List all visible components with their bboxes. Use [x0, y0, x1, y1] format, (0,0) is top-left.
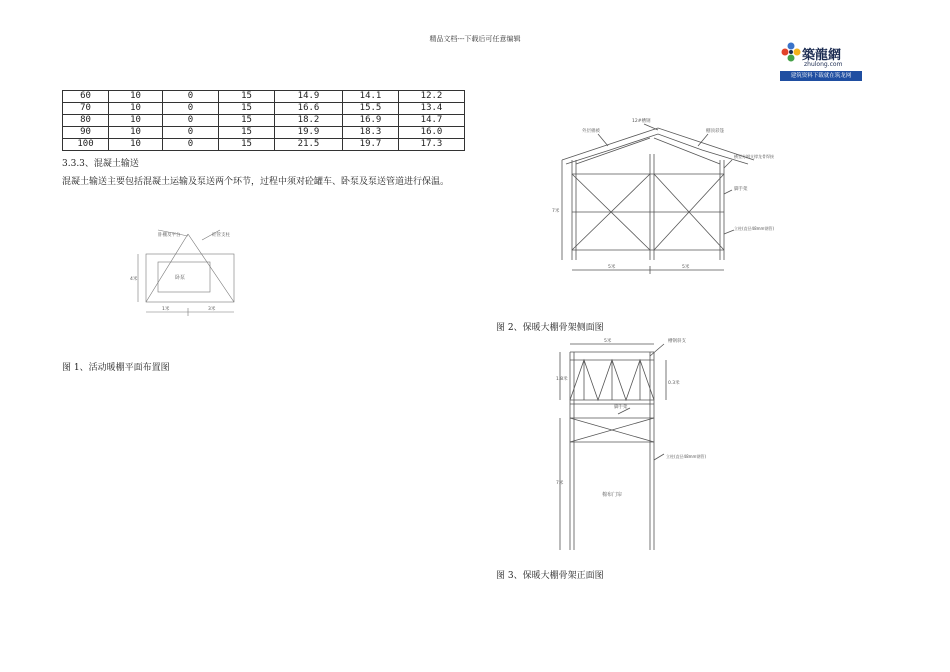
header-note: 精品文档---下载后可任意编辑 — [429, 35, 521, 43]
fig3-dim-truss: 0.3米 — [668, 381, 680, 386]
fig1-dim-right: 3米 — [208, 307, 216, 312]
fig1-right-callout: 砼管支柱 — [212, 233, 230, 238]
table-row — [63, 115, 465, 127]
table-cell: 14.9 — [275, 91, 343, 103]
table-cell: 80 — [63, 115, 109, 127]
table-cell: 15 — [219, 127, 275, 139]
fig1-center-label: 卧泵 — [175, 275, 186, 281]
fig3-mid-label: 脚手架 — [614, 405, 628, 410]
fig3-dim-top: 5米 — [604, 339, 612, 344]
table-cell: 21.5 — [275, 139, 343, 151]
figure-2-caption: 图 2、保暖大棚骨架侧面图 — [496, 323, 604, 333]
figure-1-caption: 图 1、活动暖棚平面布置图 — [62, 363, 170, 373]
fig3-right-label: 立柱(直径48mm钢管) — [666, 454, 707, 459]
table-cell: 16.6 — [275, 103, 343, 115]
logo-icon — [780, 40, 802, 70]
table-cell: 15 — [219, 103, 275, 115]
table-cell: 19.7 — [343, 139, 399, 151]
table-row — [63, 127, 465, 139]
table-cell: 16.9 — [343, 115, 399, 127]
table-cell: 18.3 — [343, 127, 399, 139]
table-cell: 12.2 — [399, 91, 465, 103]
table-cell: 0 — [163, 127, 219, 139]
body-paragraph: 混凝土输送主要包括混凝土运输及泵送两个环节，过程中须对砼罐车、卧泵及泵送管道进行保温。 — [62, 177, 450, 187]
table-cell: 10 — [109, 127, 163, 139]
table-cell: 90 — [63, 127, 109, 139]
table-cell: 15.5 — [343, 103, 399, 115]
table-row — [63, 139, 465, 151]
table-cell: 100 — [63, 139, 109, 151]
fig1-dim-left: 1米 — [162, 307, 170, 312]
temperature-table — [62, 90, 465, 151]
table-cell: 10 — [109, 91, 163, 103]
table-cell: 16.0 — [399, 127, 465, 139]
fig2-dim-left: 5米 — [608, 265, 616, 270]
figure-3-drawing — [556, 334, 707, 554]
table-cell: 0 — [163, 139, 219, 151]
table-cell: 10 — [109, 103, 163, 115]
figure-3-caption: 图 3、保暖大棚骨架正面图 — [496, 571, 604, 581]
logo-slogan: 建筑资料下载就在筑龙网 — [780, 71, 862, 81]
table-cell: 19.9 — [275, 127, 343, 139]
table-cell: 10 — [109, 115, 163, 127]
table-row — [63, 103, 465, 115]
table-cell: 0 — [163, 103, 219, 115]
table-cell: 10 — [109, 139, 163, 151]
fig3-dim-height: 7米 — [556, 481, 564, 486]
table-cell: 14.7 — [399, 115, 465, 127]
table-cell: 0 — [163, 91, 219, 103]
fig1-dim-side: 4米 — [130, 277, 138, 282]
fig2-top-mid-label: 12#槽钢 — [632, 119, 651, 124]
fig3-top-right-label: 槽钢斜支 — [668, 339, 686, 344]
fig3-dim-side: 1.8米 — [556, 377, 568, 382]
fig2-right-label-2: 脚手架 — [734, 187, 748, 192]
table-cell: 17.3 — [399, 139, 465, 151]
table-cell: 15 — [219, 91, 275, 103]
fig2-dim-right: 5米 — [682, 265, 690, 270]
fig2-dim-height: 7米 — [552, 209, 560, 214]
logo-url: zhulong.com — [804, 61, 843, 68]
table-cell: 18.2 — [275, 115, 343, 127]
table-cell: 15 — [219, 139, 275, 151]
fig3-door-label: 棉布门帘 — [602, 492, 623, 498]
fig2-top-left-label: 外层棉被 — [582, 129, 600, 134]
table-row — [63, 91, 465, 103]
table-cell: 13.4 — [399, 103, 465, 115]
table-cell: 0 — [163, 115, 219, 127]
table-cell: 15 — [219, 115, 275, 127]
table-cell: 70 — [63, 103, 109, 115]
fig2-right-label-3: 立柱(直径48mm钢管) — [734, 226, 775, 231]
figure-2-drawing — [548, 112, 775, 290]
zhulong-logo — [780, 40, 862, 84]
fig1-left-callout: 卧棚及平台 — [158, 233, 181, 238]
table-cell: 14.1 — [343, 91, 399, 103]
fig2-top-right-label: 棚顶彩篷 — [706, 129, 724, 134]
table-cell: 60 — [63, 91, 109, 103]
fig2-right-label-1: 横竖方钢支撑龙骨焊接 — [734, 154, 774, 159]
section-heading: 3.3.3、混凝土输送 — [62, 159, 139, 169]
figure-1-drawing — [128, 224, 248, 320]
logo-name: 築龍網 — [802, 48, 842, 63]
